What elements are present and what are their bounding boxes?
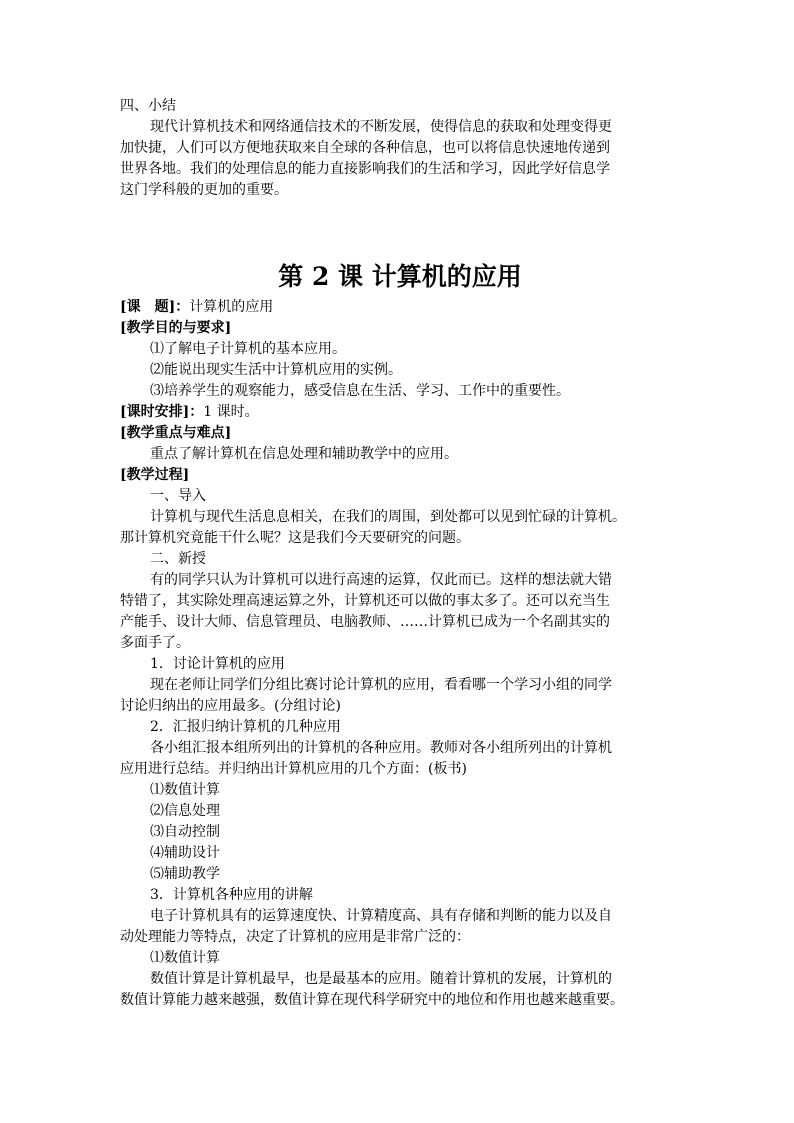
topic-label: [课 题]： — [120, 299, 190, 315]
new-line-3: 产能手、设计大师、信息管理员、电脑教师、……计算机已成为一个名副其实的 — [120, 614, 610, 630]
lesson-title: 第 2 课 计算机的应用 — [278, 262, 522, 291]
new-heading: 二、新授 — [150, 551, 206, 567]
application-item-5: ⑸辅助教学 — [150, 866, 220, 882]
summary-heading: 四、小结 — [120, 98, 176, 114]
numeric-line-2: 数值计算能力越来越强，数值计算在现代科学研究中的地位和作用也越来越重要。 — [120, 992, 624, 1008]
process-label: [教学过程] — [120, 467, 190, 483]
goal-item-3: ⑶培养学生的观察能力，感受信息在生活、学习、工作中的重要性。 — [150, 383, 570, 399]
numeric-line-1: 数值计算是计算机最早，也是最基本的应用。随着计算机的发展，计算机的 — [150, 971, 612, 987]
goal-item-1: ⑴了解电子计算机的基本应用。 — [150, 341, 346, 357]
step3-line-1: 电子计算机具有的运算速度快、计算精度高、具有存储和判断的能力以及自 — [150, 908, 612, 924]
intro-line-2: 那计算机究竟能干什么呢？这是我们今天要研究的问题。 — [120, 530, 470, 546]
numeric-heading: ⑴数值计算 — [150, 950, 220, 966]
step3-line-2: 动处理能力等特点，决定了计算机的应用是非常广泛的： — [120, 929, 470, 945]
summary-line-4: 这门学科般的更加的重要。 — [120, 182, 288, 198]
topic-row — [120, 297, 680, 318]
application-item-4: ⑷辅助设计 — [150, 845, 220, 861]
application-item-2: ⑵信息处理 — [150, 803, 220, 819]
new-line-1: 有的同学只认为计算机可以进行高速的运算，仅此而已。这样的想法就大错 — [150, 572, 612, 588]
document-content — [120, 96, 680, 1011]
keypoints-label: [教学重点与难点] — [120, 425, 232, 441]
step2-line-1: 各小组汇报本组所列出的计算机的各种应用。教师对各小组所列出的计算机 — [150, 740, 612, 756]
keypoints-value: 重点了解计算机在信息处理和辅助教学中的应用。 — [150, 446, 458, 462]
new-line-4: 多面手了。 — [120, 635, 190, 651]
step3-heading: 3．计算机各种应用的讲解 — [150, 887, 313, 903]
summary-line-1: 现代计算机技术和网络通信技术的不断发展，使得信息的获取和处理变得更 — [150, 119, 612, 135]
application-item-3: ⑶自动控制 — [150, 824, 220, 840]
schedule-row — [120, 402, 680, 423]
step1-line-2: 讨论归纳出的应用最多。(分组讨论) — [120, 698, 341, 714]
step2-heading: 2．汇报归纳计算机的几种应用 — [150, 719, 341, 735]
summary-line-2: 加快捷，人们可以方便地获取来自全球的各种信息，也可以将信息快速地传递到 — [120, 140, 610, 156]
topic-value: 计算机的应用 — [189, 299, 274, 315]
schedule-label: [课时安排]： — [120, 404, 204, 420]
summary-line-3: 世界各地。我们的处理信息的能力直接影响我们的生活和学习，因此学好信息学 — [120, 161, 610, 177]
schedule-value: 1 课时。 — [203, 404, 259, 420]
application-item-1: ⑴数值计算 — [150, 782, 220, 798]
step1-heading: 1．讨论计算机的应用 — [150, 656, 285, 672]
section-gap — [120, 201, 680, 257]
goals-label: [教学目的与要求] — [120, 320, 232, 336]
new-line-2: 特错了，其实除处理高速运算之外，计算机还可以做的事太多了。还可以充当生 — [120, 593, 610, 609]
step2-line-2: 应用进行总结。并归纳出计算机应用的几个方面：(板书) — [120, 761, 467, 777]
step1-line-1: 现在老师让同学们分组比赛讨论计算机的应用，看看哪一个学习小组的同学 — [150, 677, 612, 693]
intro-heading: 一、导入 — [150, 488, 206, 504]
intro-line-1: 计算机与现代生活息息相关，在我们的周围，到处都可以见到忙碌的计算机。 — [150, 509, 626, 525]
goal-item-2: ⑵能说出现实生活中计算机应用的实例。 — [150, 362, 402, 378]
